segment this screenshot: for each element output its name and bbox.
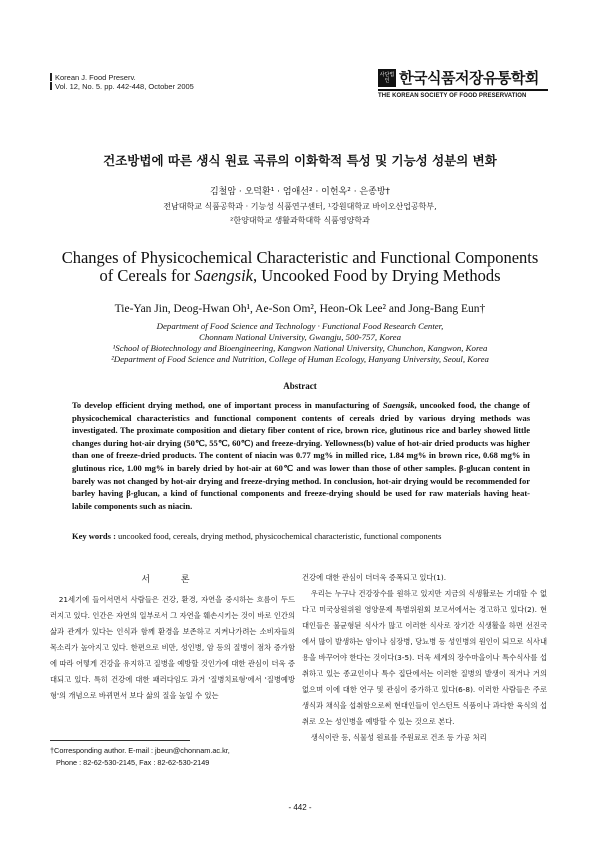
right-column-paragraph-3: 생식이란 등, 식물성 원료를 주원료로 건조 등 가공 처리: [310, 733, 487, 742]
korean-title: 건조방법에 따른 생식 원료 곡류의 이화학적 특성 및 기능성 성분의 변화: [103, 153, 497, 168]
korean-affiliation-2: ²한양대학교 생활과학대학 식품영양학과: [230, 216, 370, 225]
english-affiliation-4: ²Department of Food Science and Nutrition, College of Human Ecology, Hanyang University, Seoul, Korea: [111, 354, 489, 364]
korean-affiliation-1: 전남대학교 식품공학과 · 기능성 식품연구센터, ¹강원대학교 바이오산업공학부,: [163, 202, 437, 211]
left-column-paragraph: 21세기에 들어서면서 사람들은 건강, 환경, 자연을 중시하는 흐름이 두드러지고 있다. 인간은 자연의 일부로서 그 자연을 훼손시키는 것이 바로 인간의 삶과 관계가 있다는 인식과 함께 환경을 보존하고 지켜나가려는 소비자들의 목소리가 높아지고 있다. 한편으로 비만, 성인병, 암 등의 질병이 점차 증가함에 따라 어떻게 건강을 유지하고 질병을 예방할 것인가에 대한 관심이 더욱 증대되고 있다. 특히 건강에 대한 패러다임도 과거 '질병치료형'에서 '질병예방형'의 개념으로 바뀌면서 보다 삶의 질을 높일 수 있는: [50, 595, 295, 700]
abstract-body: To develop efficient drying method, one of important process in manufacturing of Saengsik, uncooked food, the change of physicochemical characteristics and functional component contents of cereals dried by various drying methods was investigated. The proximate composition and dietary fiber content of rice, brown rice, glutinous rice and barley showed little changes during hot-air drying (50℃, 55℃, 60℃) and freeze-drying. Yellowness(b) value of hot-air dried products was higher than one of freeze-dried products. The content of niacin was 0.77 mg% in milled rice, 1.84 mg% in brown rice, 0.68 mg% in glutinous rice, 1.00 mg% in barely dried by hot-air at 60℃ and was lower than those of other samples. β-glucan content in barely was not changed by hot-air drying and freeze-drying method. In conclusion, hot-air drying would be recommended for barley having β-glucan, a kind of functional components and freeze-drying should be used for raw materials having heat-labile components such as niacin.: [72, 400, 530, 511]
english-affiliation-1: Department of Food Science and Technology · Functional Food Research Center,: [156, 321, 444, 331]
society-korean-name: 한국식품저장유통학회: [399, 69, 539, 87]
korean-authors: 김철암 · 오덕환¹ · 엄애선² · 이헌옥² · 은종방†: [209, 187, 391, 197]
footnote-rule: [50, 740, 190, 741]
journal-line-2: Vol. 12, No. 5. pp. 442-448, October 2005: [50, 82, 194, 91]
footnote: [50, 745, 230, 769]
english-affiliation-3: ¹School of Biotechnology and Bioengineering, Kangwon National University, Chunchon, Kangwon, Korea: [112, 343, 488, 353]
english-authors: Tie-Yan Jin, Deog-Hwan Oh¹, Ae-Son Om², Heon-Ok Lee² and Jong-Bang Eun†: [114, 303, 486, 315]
section-heading-introduction: 서 론: [141, 575, 204, 585]
society-rule: [378, 89, 548, 91]
abstract-heading: Abstract: [283, 381, 317, 391]
right-column: [302, 570, 547, 746]
society-english-name: THE KOREAN SOCIETY OF FOOD PRESERVATION: [378, 93, 527, 99]
page-number: - 442 -: [288, 803, 312, 812]
journal-line-1: Korean J. Food Preserv.: [50, 73, 194, 82]
left-column: [50, 572, 295, 704]
english-title-line-2: of Cereals for Saengsik, Uncooked Food by Drying Methods: [99, 266, 501, 285]
english-affiliation-2: Chonnam National University, Gwangju, 500-757, Korea: [198, 332, 401, 342]
society-seal: 사단법인: [378, 69, 396, 87]
journal-info: [50, 73, 194, 91]
footnote-line-1: †Corresponding author. E-mail : jbeun@chonnam.ac.kr,: [50, 746, 230, 755]
footnote-line-2: Phone : 82-62-530-2145, Fax : 82-62-530-2149: [56, 758, 210, 767]
society-logo: [378, 67, 548, 99]
right-column-paragraph-2: 우리는 누구나 건강장수를 원하고 있지만 지금의 식생활로는 기대할 수 없다고 미국상원위원 영양문제 특별위원회 보고서에서는 경고하고 있다(2). 현대인들은 불균형된 식사가 많고 이러한 식사로 장기간 식생활을 하면 선진국에서 많이 발생하는 암이나 심장병, 당뇨병 등 성인병의 원인이 되므로 식사내용을 바꾸어야 한다는 것이다(3-5). 더욱 세계의 장수마을이나 특수식사를 섭취하고 있는 종교인이나 특수 집단에서는 이러한 질병의 발생이 적거나 거의 없으며 이에 대한 연구 및 관심이 증가하고 있다(6-8). 이러한 사람들은 주로 생식과 채식을 섭취함으로써 현대인들이 인스턴트 식품이나 과다한 육식의 섭취로 오는 성인병을 예방할 수 있는 것으로 본다.: [302, 589, 547, 726]
keywords: Key words : uncooked food, cereals, drying method, physicochemical characteristic, functional components: [72, 531, 442, 541]
english-title-line-1: Changes of Physicochemical Characteristic and Functional Components: [61, 248, 539, 267]
right-column-paragraph-1: 건강에 대한 관심이 더더욱 증폭되고 있다(1).: [302, 573, 447, 582]
english-title: [0, 249, 600, 285]
